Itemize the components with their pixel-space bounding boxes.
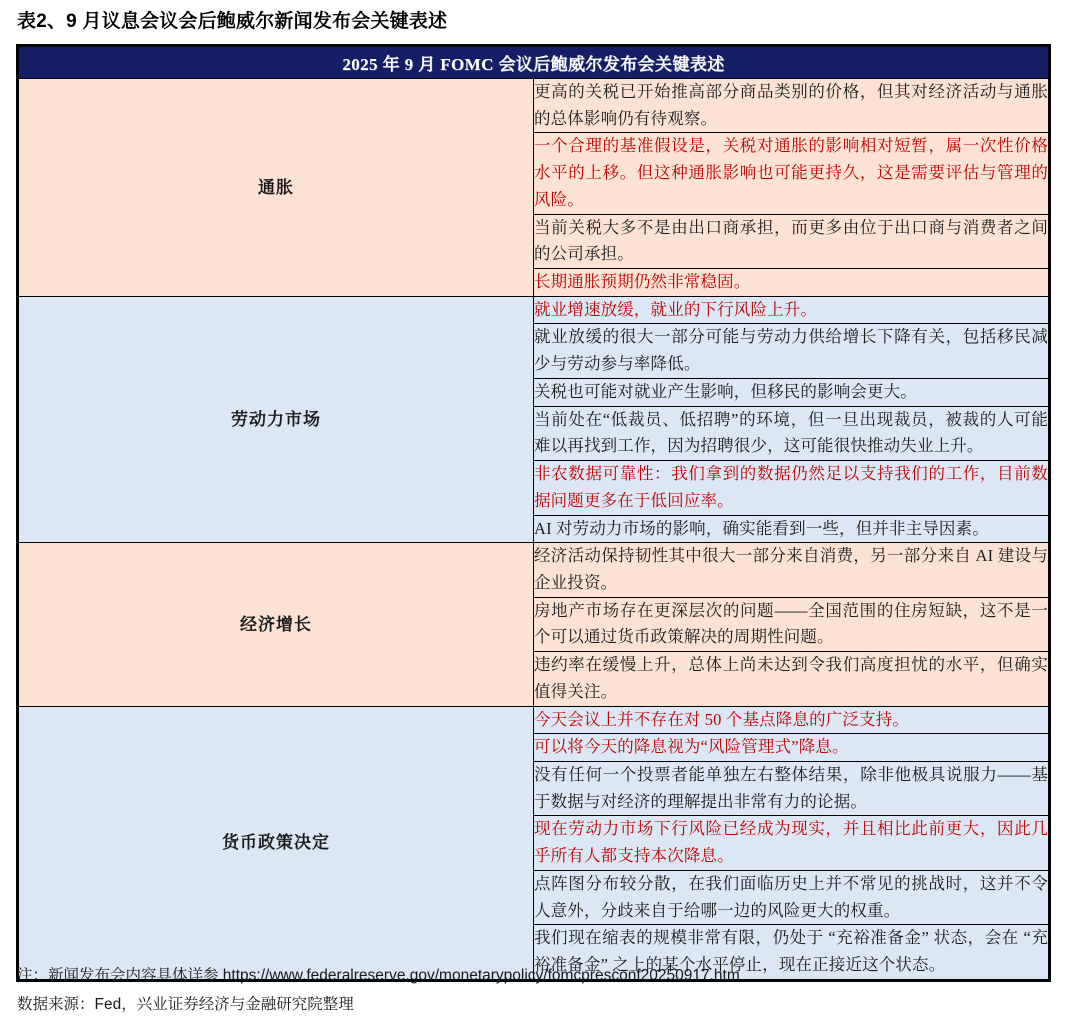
statement-cell: 就业增速放缓，就业的下行风险上升。 <box>534 296 1049 324</box>
statement-cell: 关税也可能对就业产生影响，但移民的影响会更大。 <box>534 378 1049 406</box>
statement-cell: 点阵图分布较分散，在我们面临历史上并不常见的挑战时，这并不令人意外，分歧来自于给哪一边的风险更大的权重。 <box>534 870 1049 924</box>
statement-cell: 经济活动保持韧性其中很大一部分来自消费，另一部分来自 AI 建设与企业投资。 <box>534 543 1049 597</box>
statement-cell: 现在劳动力市场下行风险已经成为现实，并且相比此前更大，因此几乎所有人都支持本次降息。 <box>534 816 1049 870</box>
statement-cell: 可以将今天的降息视为“风险管理式”降息。 <box>534 734 1049 762</box>
statement-cell: 一个合理的基准假设是，关税对通胀的影响相对短暂，属一次性价格水平的上移。但这种通胀影响也可能更持久，这是需要评估与管理的风险。 <box>534 133 1049 214</box>
statement-cell: AI 对劳动力市场的影响，确实能看到一些，但并非主导因素。 <box>534 515 1049 543</box>
table-row <box>19 79 1049 133</box>
statement-cell: 今天会议上并不存在对 50 个基点降息的广泛支持。 <box>534 706 1049 734</box>
statement-cell: 非农数据可靠性：我们拿到的数据仍然足以支持我们的工作，目前数据问题更多在于低回应率。 <box>534 461 1049 515</box>
figure-caption: 表2、9 月议息会议会后鲍威尔新闻发布会关键表述 <box>17 11 448 32</box>
table-header <box>19 47 1049 79</box>
statement-cell: 违约率在缓慢上升，总体上尚未达到令我们高度担忧的水平，但确实值得关注。 <box>534 652 1049 706</box>
statement-cell: 房地产市场存在更深层次的问题——全国范围的住房短缺，这不是一个可以通过货币政策解决的周期性问题。 <box>534 597 1049 651</box>
statement-cell: 当前处在“低裁员、低招聘”的环境，但一旦出现裁员，被裁的人可能难以再找到工作，因为招聘很少，这可能很快推动失业上升。 <box>534 406 1049 460</box>
category-cell: 货币政策决定 <box>19 706 534 979</box>
table-body <box>19 79 1049 980</box>
category-cell: 经济增长 <box>19 543 534 706</box>
category-cell: 通胀 <box>19 79 534 297</box>
statement-cell: 就业放缓的很大一部分可能与劳动力供给增长下降有关，包括移民减少与劳动参与率降低。 <box>534 324 1049 378</box>
footnote-source: 数据来源：Fed，兴业证券经济与金融研究院整理 <box>17 995 354 1013</box>
footnote-note: 注：新闻发布会内容具体详参 https://www.federalreserve.gov/monetarypolicy/fomcpresconf20250917.htm <box>17 967 740 984</box>
powell-statements-table-wrapper <box>16 44 1051 982</box>
table-row <box>19 543 1049 597</box>
table-header-row <box>19 47 1049 79</box>
table-row <box>19 706 1049 734</box>
table-title-cell: 2025 年 9 月 FOMC 会议后鲍威尔发布会关键表述 <box>19 47 1049 79</box>
footnotes <box>17 962 1052 1019</box>
statement-cell: 长期通胀预期仍然非常稳固。 <box>534 269 1049 297</box>
table-row <box>19 296 1049 324</box>
statement-cell: 当前关税大多不是由出口商承担，而更多由位于出口商与消费者之间的公司承担。 <box>534 214 1049 268</box>
powell-statements-table <box>18 46 1049 980</box>
statement-cell: 我们现在缩表的规模非常有限，仍处于 “充裕准备金” 状态，会在 “充裕准备金” 之上的某个水平停止，现在正接近这个状态。 <box>534 925 1049 979</box>
statement-cell: 更高的关税已开始推高部分商品类别的价格，但其对经济活动与通胀的总体影响仍有待观察。 <box>534 79 1049 133</box>
category-cell: 劳动力市场 <box>19 296 534 542</box>
statement-cell: 没有任何一个投票者能单独左右整体结果，除非他极具说服力——基于数据与对经济的理解提出非常有力的论据。 <box>534 761 1049 815</box>
